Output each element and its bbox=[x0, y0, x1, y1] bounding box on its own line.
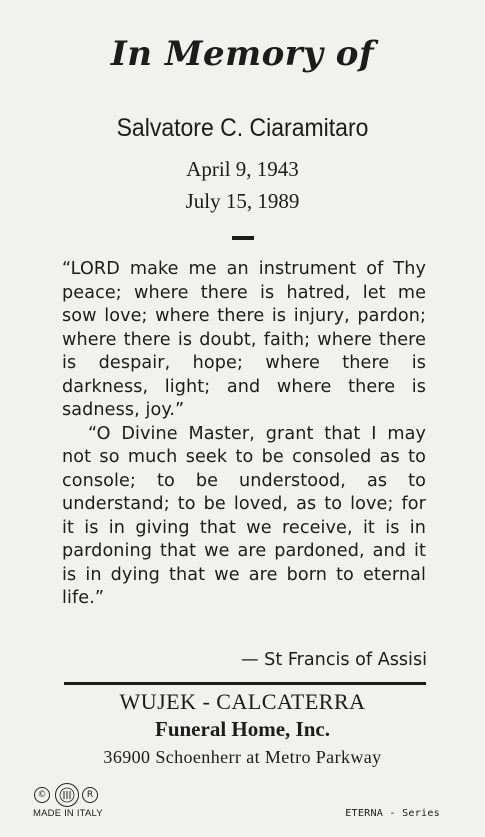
funeral-home-subtitle: Funeral Home, Inc. bbox=[155, 717, 330, 741]
copyright-icon: © bbox=[34, 787, 50, 803]
prayer-paragraph-2: “O Divine Master, grant that I may not so much seek to be consoled as to console; to be understood, as to understand; to be loved, as to love; for it is in giving that we receive, it is in pardoning that we are pardoned, and it is in dying that we are born to eternal life.” bbox=[62, 423, 426, 608]
prayer-paragraph-1: “LORD make me an instrument of Thy peace; where there is hatred, let me sow love; where there is injury, pardon; where there is doubt, faith; where there is despair, hope; where there is darkness, light; and where there is sadness, joy.” bbox=[62, 259, 426, 420]
divider-rule bbox=[64, 682, 426, 685]
birth-date: April 9, 1943 bbox=[186, 157, 299, 181]
registered-icon: R bbox=[82, 787, 98, 803]
funeral-home-address: 36900 Schoenherr at Metro Parkway bbox=[103, 747, 382, 767]
prayer-text bbox=[62, 258, 426, 611]
funeral-home-name: WUJEK - CALCATERRA bbox=[119, 689, 366, 714]
made-in-italy: MADE IN ITALY bbox=[33, 808, 103, 819]
series-label: ETERNA - Series bbox=[345, 808, 440, 819]
death-date: July 15, 1989 bbox=[185, 189, 300, 213]
memorial-heading: In Memory of bbox=[110, 34, 375, 74]
deceased-name: Salvatore C. Ciaramitaro bbox=[116, 114, 369, 142]
publisher-seal bbox=[34, 782, 100, 808]
divider-dash bbox=[232, 236, 254, 240]
publisher-seal-icon bbox=[54, 782, 80, 808]
prayer-attribution: — St Francis of Assisi bbox=[240, 650, 427, 670]
